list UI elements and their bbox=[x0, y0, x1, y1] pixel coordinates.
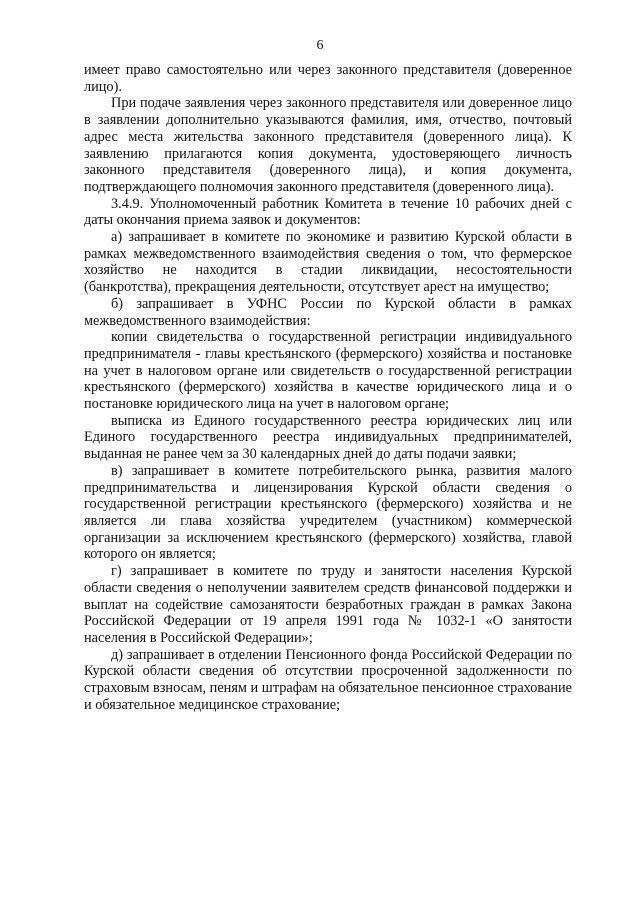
document-body bbox=[84, 62, 572, 713]
paragraph-item-b-extract: выписка из Единого государственного реестра юридических лиц или Единого государственного реестра индивидуальных предпринимателей, выданная не ранее чем за 30 календарных дней до даты подачи заявки; bbox=[84, 412, 572, 463]
paragraph-item-d: д) запрашивает в отделении Пенсионного фонда Российской Федерации по Курской области сведения об отсутствии просроченной задолженности по страховым взносам, пеням и штрафам на обязательное пенсионное страхование и обязательное медицинское страхование; bbox=[84, 646, 572, 713]
paragraph-item-g: г) запрашивает в комитете по труду и занятости населения Курской области сведения о неполучении заявителем средств финансовой поддержки и выплат на содействие самозанятости безработных граждан в рамках Закона Российской Федерации от 19 апреля 1991 года № 1032-1 «О занятости населения в Российской Федерации»; bbox=[84, 563, 572, 646]
paragraph-continuation: имеет право самостоятельно или через законного представителя (доверенное лицо). bbox=[84, 62, 572, 95]
page-number: 6 bbox=[316, 38, 324, 53]
paragraph-item-b-copies: копии свидетельства о государственной регистрации индивидуального предпринимателя - главы крестьянского (фермерского) хозяйства и постановке на учет в налоговом органе или свидетельств о государственной регистрации крестьянского (фермерского) хозяйства в качестве юридического лица и о постановке юридического лица на учет в налоговом органе; bbox=[84, 329, 572, 413]
paragraph-item-a: а) запрашивает в комитете по экономике и развитию Курской области в рамках межведомственного взаимодействия сведения о том, что фермерское хозяйство не находится в стадии ликвидации, несостоятельности (банкротства), прекращения деятельности, отсутствует арест на имущество; bbox=[84, 229, 572, 296]
paragraph-representative: При подаче заявления через законного представителя или доверенное лицо в заявлении дополнительно указываются фамилия, имя, отчество, почтовый адрес места жительства законного представителя (доверенного лица). К заявлению прилагаются копия документа, удостоверяющего личность законного представителя (доверенного лица), и копия документа, подтверждающего полномочия законного представителя (доверенного лица). bbox=[84, 95, 572, 195]
paragraph-item-b: б) запрашивает в УФНС России по Курской области в рамках межведомственного взаимодействия: bbox=[84, 295, 572, 329]
paragraph-item-v: в) запрашивает в комитете потребительского рынка, развития малого предпринимательства и лицензирования Курской области сведения о государственной регистрации крестьянского (фермерского) хозяйства и не является ли глава хозяйства учредителем (участником) коммерческой организации за исключением крестьянского (фермерского) хозяйства, главой которого он является; bbox=[84, 462, 572, 563]
paragraph-3-4-9: 3.4.9. Уполномоченный работник Комитета в течение 10 рабочих дней с даты окончания приема заявок и документов: bbox=[84, 195, 572, 229]
